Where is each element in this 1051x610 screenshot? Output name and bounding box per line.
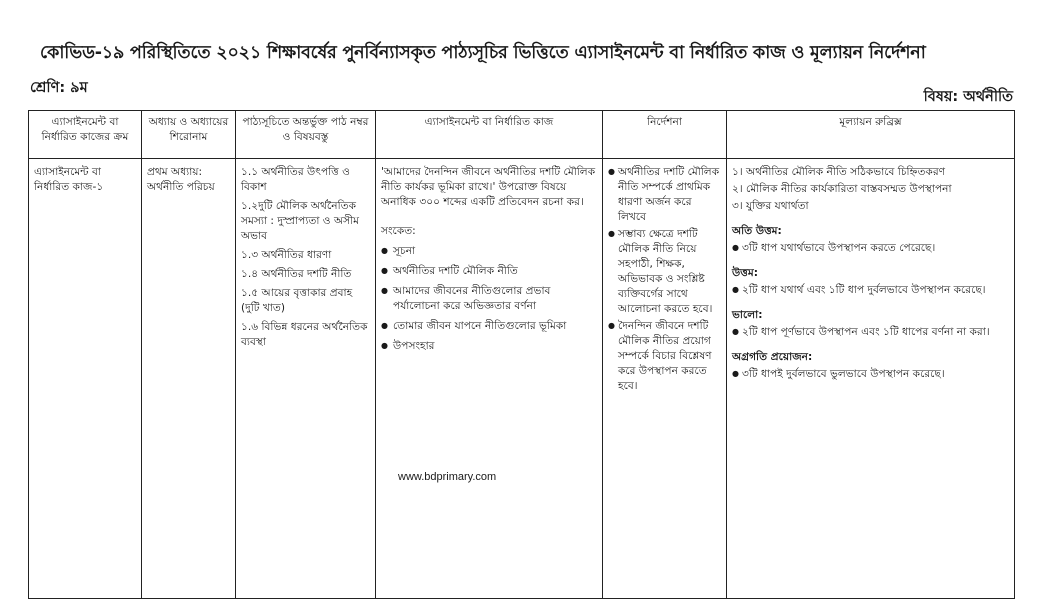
level-label: অতি উত্তম: — [732, 225, 782, 238]
header-assignment: এ্যাসাইনমেন্ট বা নির্ধারিত কাজ — [376, 111, 603, 159]
hint-item: ● সূচনা — [381, 244, 597, 259]
lesson-list — [241, 165, 370, 350]
lesson-item: ১.১ অর্থনীতির উৎপত্তি ও বিকাশ — [241, 166, 350, 194]
lesson-item: ১.৬ বিভিন্ন ধরনের অর্থনৈতিক ব্যবস্থা — [241, 321, 368, 349]
task-no-cell — [29, 159, 142, 599]
hint-list — [381, 244, 597, 354]
directions-cell — [603, 159, 727, 599]
direction-item: ● অর্থনীতির দশটি মৌলিক নীতি সম্পর্কে প্রাথমিক ধারণা অর্জন করে লিখবে — [608, 165, 721, 225]
header-directions: নির্দেশনা — [603, 111, 727, 159]
subject-label: বিষয়: অর্থনীতি — [923, 89, 1013, 105]
lesson-item: ১.৪ অর্থনীতির দশটি নীতি — [241, 268, 352, 281]
direction-item: ● দৈনন্দিন জীবনে দশটি মৌলিক নীতির প্রয়োগ সম্পর্কে বিচার বিশ্লেষণ করে উপস্থাপন করতে হবে। — [608, 319, 721, 394]
header-rubric: মূল্যায়ন রুব্রিক্স — [727, 111, 1015, 159]
lesson-item: ১.৩ অর্থনীতির ধারণা — [241, 249, 332, 262]
level-label: উত্তম: — [732, 267, 758, 280]
task-no: এ্যাসাইনমেন্ট বা নির্ধারিত কাজ-১ — [34, 166, 104, 194]
level-desc: ● ৩টি ধাপ যথার্থভাবে উপস্থাপন করতে পেরেছে। — [732, 241, 1009, 256]
level-list — [732, 325, 1009, 340]
level-label: ভালো: — [732, 309, 763, 322]
hint-item: ● উপসংহার — [381, 339, 597, 354]
level-list — [732, 241, 1009, 256]
rubric-criterion: ২। মৌলিক নীতির কার্যকারিতা বাস্তবসম্মত উপস্থাপনা — [732, 183, 952, 196]
header-chapter: অধ্যায় ও অধ্যায়ের শিরোনাম — [142, 111, 236, 159]
level-desc: ● ২টি ধাপ পূর্ণভাবে উপস্থাপন এবং ১টি ধাপের বর্ণনা না করা। — [732, 325, 1009, 340]
table-header-row — [29, 111, 1015, 159]
hint-item: ● তোমার জীবন যাপনে নীতিগুলোর ভূমিকা — [381, 319, 597, 334]
chapter-label: প্রথম অধ্যায়: — [147, 166, 203, 178]
direction-list — [608, 165, 721, 394]
assignment-table — [28, 110, 1015, 599]
hints-title: সংকেত: — [381, 225, 416, 238]
level-desc: ● ৩টি ধাপই দুর্বলভাবে ভুলভাবে উপস্থাপন করেছে। — [732, 367, 1009, 382]
assignment-text: 'আমাদের দৈনন্দিন জীবনে অর্থনীতির দশটি মৌলিক নীতি কার্যকর ভূমিকা রাখে।' উপরোক্ত বিষয়ে অনাধিক ৩০০ শব্দের একটি প্রতিবেদন রচনা কর। — [381, 166, 596, 209]
level-desc: ● ২টি ধাপ যথার্থ এবং ১টি ধাপ দুর্বলভাবে উপস্থাপন করেছে। — [732, 283, 1009, 298]
lessons-cell — [236, 159, 376, 599]
table-row — [29, 159, 1015, 599]
class-label: শ্রেণি: ৯ম — [30, 80, 88, 96]
header-lessons: পাঠ্যসূচিতে অন্তর্ভুক্ত পাঠ নম্বর ও বিষয়বস্তু — [236, 111, 376, 159]
page-title: কোভিড-১৯ পরিস্থিতিতে ২০২১ শিক্ষাবর্ষের পুনর্বিন্যাসকৃত পাঠ্যসূচির ভিত্তিতে এ্যাসাইনমেন্ট বা নির্ধারিত কাজ ও মূল্যায়ন নির্দেশনা — [40, 43, 926, 63]
header-task-no: এ্যাসাইনমেন্ট বা নির্ধারিত কাজের ক্রম — [29, 111, 142, 159]
chapter-cell — [142, 159, 236, 599]
hint-item: ● আমাদের জীবনের নীতিগুলোর প্রভাব পর্যালোচনা করে অভিজ্ঞতার বর্ণনা — [381, 284, 597, 314]
level-list — [732, 283, 1009, 298]
rubric-criterion: ১। অর্থনীতির মৌলিক নীতি সঠিকভাবে চিহ্নিতকরণ — [732, 166, 946, 178]
lesson-item: ১.৫ আয়ের বৃত্তাকার প্রবাহ (দুটি খাত) — [241, 287, 353, 315]
chapter-title: অর্থনীতি পরিচয় — [147, 181, 215, 194]
hint-item: ● অর্থনীতির দশটি মৌলিক নীতি — [381, 264, 597, 279]
level-list — [732, 367, 1009, 382]
lesson-item: ১.২দুটি মৌলিক অর্থনৈতিক সমস্যা : দুস্প্রাপ্যতা ও অসীম অভাব — [241, 200, 360, 243]
direction-item: ● সম্ভাব্য ক্ষেত্রে দশটি মৌলিক নীতি নিয়ে সহপাঠী, শিক্ষক, অভিভাবক ও সংশ্লিষ্ট ব্যক্তিবর্গের সাথে আলোচনা করতে হবে। — [608, 227, 721, 317]
level-label: অগ্রগতি প্রয়োজন: — [732, 351, 813, 364]
rubric-cell — [727, 159, 1015, 599]
rubric-criterion: ৩। যুক্তির যথার্থতা — [732, 200, 809, 213]
assignment-cell — [376, 159, 603, 599]
watermark-link[interactable]: www.bdprimary.com — [398, 471, 497, 483]
